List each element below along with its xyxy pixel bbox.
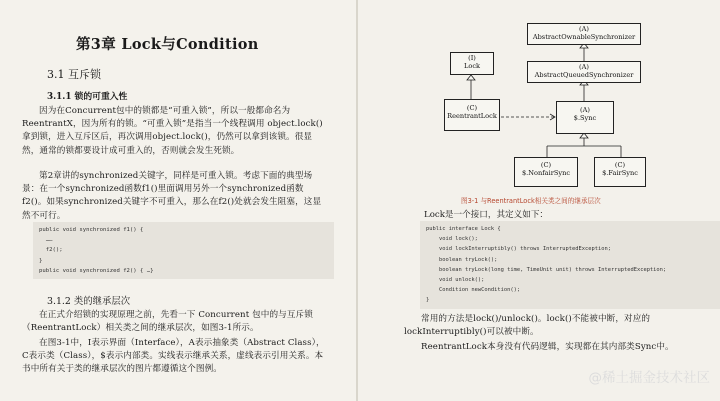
subsection-title: 3.1.2 类的继承层次 bbox=[47, 296, 131, 307]
code-line: boolean tryLock(long time, TimeUnit unit) throws InterruptedException; bbox=[426, 266, 667, 273]
class-name: $.NonfairSync bbox=[521, 169, 571, 177]
class-box-fair-sync bbox=[594, 157, 646, 187]
class-kind: (C) bbox=[540, 161, 552, 169]
class-kind: (C) bbox=[614, 161, 626, 169]
class-kind: (I) bbox=[468, 54, 476, 62]
section-title: 3.1 互斥锁 bbox=[47, 68, 101, 81]
code-line: } bbox=[39, 257, 43, 264]
paragraph: 常用的方法是lock()/unlock()。lock()不能被中断，对应的lockInterruptibly()可以被中断。 bbox=[404, 314, 651, 338]
code-block bbox=[420, 221, 720, 309]
code-line: public void synchronized f1() { bbox=[39, 227, 144, 233]
figure-caption: 图3-1 与ReentrantLock相关类之间的继承层次 bbox=[461, 197, 601, 205]
class-name: $.Sync bbox=[573, 114, 597, 122]
code-line: boolean tryLock(); bbox=[426, 256, 498, 263]
left-page bbox=[0, 0, 356, 401]
class-box-reentrant-lock bbox=[444, 99, 500, 131]
code-line: …… bbox=[39, 237, 53, 244]
class-name: AbstractOwnableSynchronizer bbox=[532, 33, 636, 41]
watermark: @稀土掘金技术社区 bbox=[588, 370, 710, 386]
class-name: $.FairSync bbox=[602, 169, 638, 177]
code-line: public void synchronized f2() { …} bbox=[39, 267, 154, 274]
class-box-sync bbox=[556, 101, 614, 134]
paragraph: ReentrantLock本身没有代码逻辑，实现都在其内部类Sync中。 bbox=[421, 342, 674, 352]
code-line: public interface Lock { bbox=[426, 226, 501, 232]
class-name: ReentrantLock bbox=[447, 112, 497, 120]
code-line: void unlock(); bbox=[426, 276, 485, 283]
code-line: Condition newCondition(); bbox=[426, 287, 521, 294]
paragraph: 在正式介绍锁的实现原理之前，先看一下 Concurrent 包中的与互斥锁（ReentrantLock）相关类之间的继承层次，如图3-1所示。 bbox=[22, 310, 313, 334]
code-line: void lockInterruptibly() throws InterruptedException; bbox=[426, 246, 611, 253]
class-box-nonfair-sync bbox=[514, 157, 578, 187]
class-kind: (C) bbox=[466, 104, 478, 112]
paragraph: 在图3-1中，I表示界面（Interface），A表示抽象类（Abstract Class），C表示类（Class），$表示内部类。实线表示继承关系，虚线表示引用关系。本书中所有关于类的继承层次的图片都遵循这个图例。 bbox=[22, 338, 325, 375]
class-box-lock bbox=[450, 52, 494, 75]
class-kind: (A) bbox=[579, 63, 589, 71]
code-line: void lock(); bbox=[426, 236, 478, 243]
intro-text: Lock是一个接口，其定义如下： bbox=[424, 210, 549, 220]
paragraph: 因为在Concurrent包中的锁都是“可重入锁”，所以一般都命名为ReentrantX，因为所有的锁。“可重入锁”是指当一个线程调用 object.lock()拿到锁，进入互斥区后，再次调用object.lock()，仍然可以拿到该锁。很显然，通常的锁都要设计成可重入的，否则就会发生死锁。 bbox=[22, 106, 323, 156]
paragraph: 第2章讲的synchronized关键字，同样是可重入锁。考虑下面的典型场景：在一个synchronized函数f1()里面调用另外一个synchronized函数f2()。如果synchronized关键字不可重入，那么在f2()处就会发生阻塞，这显然不可行。 bbox=[22, 171, 322, 221]
code-block bbox=[33, 222, 334, 279]
class-box-abstract-ownable-synchronizer bbox=[527, 23, 641, 45]
code-line: } bbox=[426, 297, 430, 304]
subsection-title: 3.1.1 锁的可重入性 bbox=[47, 92, 128, 102]
class-name: Lock bbox=[463, 62, 481, 70]
chapter-title: 第3章 Lock与Condition bbox=[76, 36, 259, 53]
class-kind: (A) bbox=[579, 25, 589, 33]
code-line: f2(); bbox=[39, 247, 63, 254]
class-box-abstract-queued-synchronizer bbox=[527, 61, 641, 83]
class-name: AbstractQueuedSynchronizer bbox=[534, 71, 634, 79]
right-page bbox=[358, 0, 720, 401]
class-kind: (A) bbox=[580, 106, 590, 114]
